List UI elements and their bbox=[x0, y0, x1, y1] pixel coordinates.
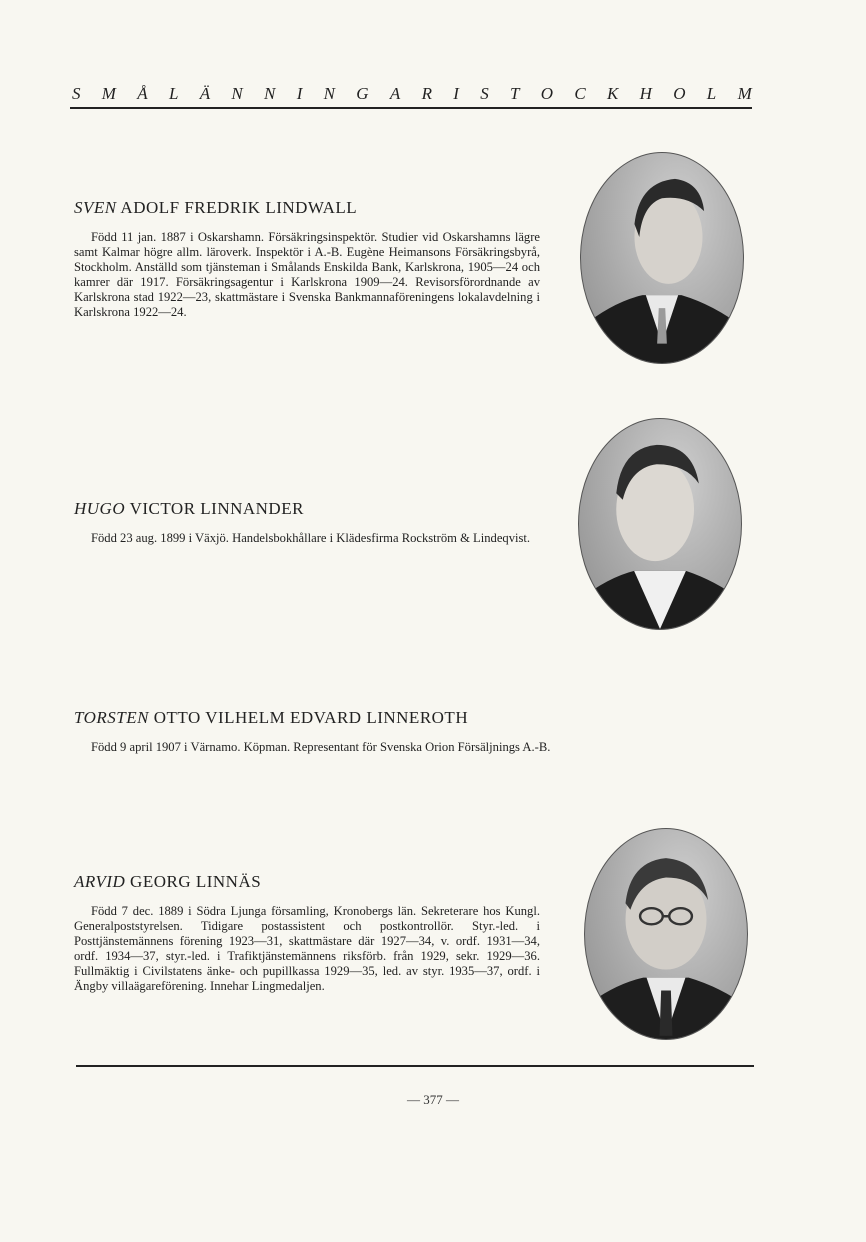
entry-name bbox=[74, 499, 540, 519]
running-head-letter: L bbox=[168, 84, 179, 103]
entry-biography: Född 7 dec. 1889 i Södra Ljunga församling, Kronobergs län. Sekreterare hos Kungl. Generalpoststyrelsen. Tidigare postassistent och postkontrollör. Styr.-led. i Posttjänstemännens förening 1923—31, skattmästare där 1927—34, v. ordf. 1931—34, ordf. 1934—37, styr.-led. i Trafiktjänstemännens riksförb. från 1929, sekr. 1929—36. Fullmäktig i Civilstatens änke- och pupillkassa 1929—35, led. av styr. 1935—37, ordf. i Ängby villaägareförening. Innehar Lingmedaljen. bbox=[74, 904, 540, 993]
portrait-figure bbox=[579, 419, 741, 629]
running-head bbox=[72, 84, 752, 104]
portrait-figure bbox=[585, 829, 747, 1039]
biography-entry bbox=[74, 198, 540, 320]
header-rule bbox=[70, 107, 752, 109]
running-head-letter: O bbox=[673, 84, 686, 103]
entry-surname: ADOLF FREDRIK LINDWALL bbox=[120, 198, 358, 217]
running-head-letter: Å bbox=[137, 84, 148, 103]
portrait-photo bbox=[578, 418, 742, 630]
portrait-photo bbox=[584, 828, 748, 1040]
entry-given-name: SVEN bbox=[74, 198, 117, 217]
biography-entry bbox=[74, 499, 540, 546]
running-head-letter: M bbox=[737, 84, 752, 103]
entry-surname: OTTO VILHELM EDVARD LINNEROTH bbox=[153, 708, 469, 727]
entry-name bbox=[74, 872, 540, 892]
running-head-letter: G bbox=[356, 84, 369, 103]
entry-surname: GEORG LINNÄS bbox=[130, 872, 262, 891]
running-head-letter: O bbox=[540, 84, 554, 103]
running-head-letter: Ä bbox=[199, 84, 211, 103]
running-head-letter: L bbox=[706, 84, 717, 103]
running-head-letter: S bbox=[480, 84, 489, 103]
entry-name bbox=[74, 198, 540, 218]
running-head-letter: N bbox=[323, 84, 335, 103]
running-head-letter: A bbox=[389, 84, 401, 103]
running-head-letter: N bbox=[231, 84, 243, 103]
entry-biography: Född 23 aug. 1899 i Växjö. Handelsbokhållare i Klädesfirma Rockström & Lindeqvist. bbox=[91, 531, 531, 545]
running-head-letter: S bbox=[72, 84, 81, 103]
entry-biography: Född 9 april 1907 i Värnamo. Köpman. Representant för Svenska Orion Försäljnings A.-B. bbox=[91, 740, 551, 754]
running-head-letter: I bbox=[296, 84, 303, 103]
portrait-photo bbox=[580, 152, 744, 364]
running-head-letter: K bbox=[607, 84, 619, 103]
running-head-letter: M bbox=[101, 84, 116, 103]
running-head-letter: H bbox=[639, 84, 652, 103]
entry-given-name: TORSTEN bbox=[74, 708, 149, 727]
running-head-letter: N bbox=[264, 84, 276, 103]
entry-biography: Född 11 jan. 1887 i Oskarshamn. Försäkringsinspektör. Studier vid Oskarshamns lägre samt Kalmar högre allm. läroverk. Inspektör i A.-B. Eugène Heimansons Försäkringsbyrå, Stockholm. Anställd som tjänsteman i Smålands Enskilda Bank, Karlskrona, 1905—24 och kamrer där 1917. Försäkringsagentur i Karlskrona 1909—24. Revisorsförordnande av Karlskrona stad 1922—23, skattmästare i Svenska Bankmannaföreningens lokalavdelning i Karlskrona 1922—24. bbox=[74, 230, 540, 319]
entry-name bbox=[74, 708, 744, 728]
running-head-letter: I bbox=[453, 84, 459, 103]
biography-entry bbox=[74, 708, 744, 755]
portrait-figure bbox=[581, 153, 743, 363]
running-head-letter: R bbox=[421, 84, 432, 103]
entry-given-name: HUGO bbox=[74, 499, 126, 518]
running-head-letter: T bbox=[510, 84, 520, 103]
running-head-letter: C bbox=[574, 84, 586, 103]
footer-rule bbox=[76, 1065, 754, 1067]
page-number: — 377 — bbox=[407, 1092, 459, 1107]
entry-surname: VICTOR LINNANDER bbox=[129, 499, 304, 518]
biography-entry bbox=[74, 872, 540, 994]
entry-given-name: ARVID bbox=[74, 872, 126, 891]
